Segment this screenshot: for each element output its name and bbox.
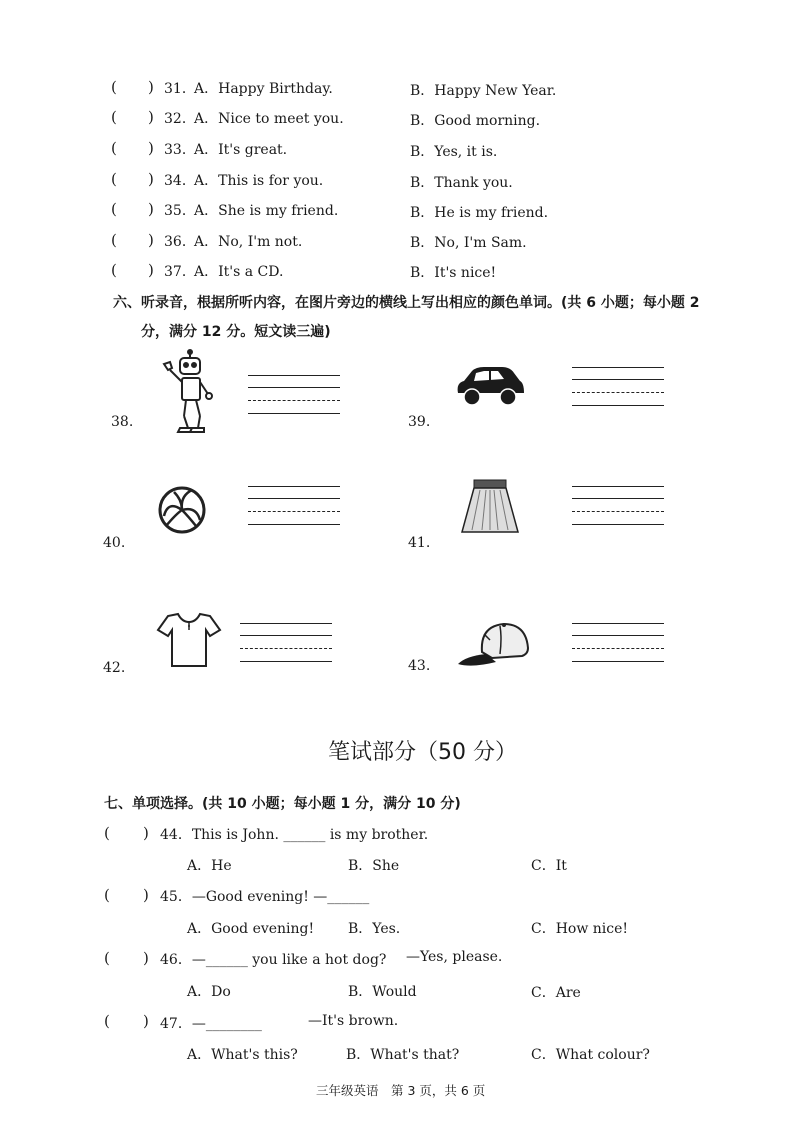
answer-paren-open: (: [111, 170, 117, 188]
option-b: B．She: [348, 858, 400, 874]
answer-lines[interactable]: [248, 483, 340, 533]
question-number: 31．: [164, 81, 196, 97]
option-b: B．It's nice!: [410, 265, 497, 281]
skirt-icon: [460, 478, 520, 534]
option-b: B．Would: [348, 984, 417, 1000]
option-c: C．Are: [531, 985, 581, 1001]
option-b: B．Thank you.: [410, 175, 513, 191]
option-b: B．What's that?: [346, 1047, 460, 1063]
item-number: 43.: [408, 658, 431, 674]
option-a: A．He: [187, 858, 232, 874]
section-7-heading: 七、单项选择。(共 10 小题；每小题 1 分，满分 10 分): [104, 796, 461, 812]
option-b: B．Yes, it is.: [410, 144, 498, 160]
question-number: 32．: [164, 111, 196, 127]
answer-paren-close: ): [148, 200, 154, 218]
question-stem: 45．—Good evening! —______: [160, 889, 370, 905]
question-number: 37．: [164, 264, 196, 280]
item-number: 39.: [408, 414, 431, 430]
cap-icon: [456, 618, 532, 670]
option-a: A．What's this?: [187, 1047, 298, 1063]
car-icon: [454, 363, 526, 407]
question-number: 35．: [164, 203, 196, 219]
question-stem: 46．—______ you like a hot dog?: [160, 952, 387, 968]
page-footer: 三年级英语 第 3 页，共 6 页: [316, 1083, 486, 1098]
question-number: 33．: [164, 142, 196, 158]
option-c: C．It: [531, 858, 567, 874]
option-a: A．Good evening!: [187, 921, 315, 937]
item-number: 42.: [103, 660, 126, 676]
option-b: B．No, I'm Sam.: [410, 235, 527, 251]
answer-paren-open: (: [111, 231, 117, 249]
answer-paren-open: (: [111, 78, 117, 96]
question-number: 36．: [164, 234, 196, 250]
option-a: A．It's great.: [194, 142, 288, 158]
question-stem: 47．—________: [160, 1016, 262, 1032]
item-number: 38.: [111, 414, 134, 430]
option-a: A．It's a CD.: [194, 264, 284, 280]
option-c: C．What colour?: [531, 1047, 650, 1063]
answer-paren-open: (: [104, 949, 110, 967]
answer-paren-close: ): [143, 886, 149, 904]
answer-paren-open: (: [104, 824, 110, 842]
answer-lines[interactable]: [240, 620, 332, 670]
answer-paren-close: ): [148, 78, 154, 96]
answer-paren-open: (: [104, 886, 110, 904]
option-a: A．She is my friend.: [194, 203, 339, 219]
tshirt-icon: [156, 610, 222, 670]
answer-paren-close: ): [148, 139, 154, 157]
answer-paren-close: ): [143, 824, 149, 842]
answer-paren-close: ): [148, 170, 154, 188]
option-b: B．He is my friend.: [410, 205, 549, 221]
option-b: B．Happy New Year.: [410, 83, 557, 99]
section-6-instruction-line2: 分，满分 12 分。短文读三遍): [141, 324, 331, 340]
answer-lines[interactable]: [572, 483, 664, 533]
answer-paren-open: (: [111, 139, 117, 157]
item-number: 40.: [103, 535, 126, 551]
section-6-instruction-line1: 六、听录音，根据所听内容，在图片旁边的横线上写出相应的颜色单词。(共 6 小题；每小题 2: [113, 295, 700, 311]
answer-paren-open: (: [111, 200, 117, 218]
question-reply: —It's brown.: [308, 1013, 399, 1029]
question-stem: 44．This is John. ______ is my brother.: [160, 827, 429, 843]
option-b: B．Good morning.: [410, 113, 541, 129]
answer-paren-open: (: [111, 108, 117, 126]
question-number: 34．: [164, 173, 196, 189]
answer-paren-close: ): [148, 108, 154, 126]
option-a: A．No, I'm not.: [194, 234, 303, 250]
option-a: A．Nice to meet you.: [194, 111, 344, 127]
option-b: B．Yes.: [348, 921, 401, 937]
answer-lines[interactable]: [572, 620, 664, 670]
answer-paren-close: ): [148, 261, 154, 279]
option-a: A．Happy Birthday.: [194, 81, 333, 97]
robot-icon: [160, 352, 216, 436]
answer-lines[interactable]: [572, 364, 664, 414]
answer-paren-close: ): [143, 949, 149, 967]
answer-paren-close: ): [148, 231, 154, 249]
option-c: C．How nice!: [531, 921, 629, 937]
question-reply: —Yes, please.: [406, 949, 503, 965]
volleyball-icon: [158, 486, 206, 534]
option-a: A．This is for you.: [194, 173, 324, 189]
written-part-title: 笔试部分（50 分）: [328, 740, 517, 765]
answer-paren-close: ): [143, 1012, 149, 1030]
answer-paren-open: (: [111, 261, 117, 279]
option-a: A．Do: [187, 984, 231, 1000]
item-number: 41.: [408, 535, 431, 551]
answer-paren-open: (: [104, 1012, 110, 1030]
answer-lines[interactable]: [248, 372, 340, 422]
